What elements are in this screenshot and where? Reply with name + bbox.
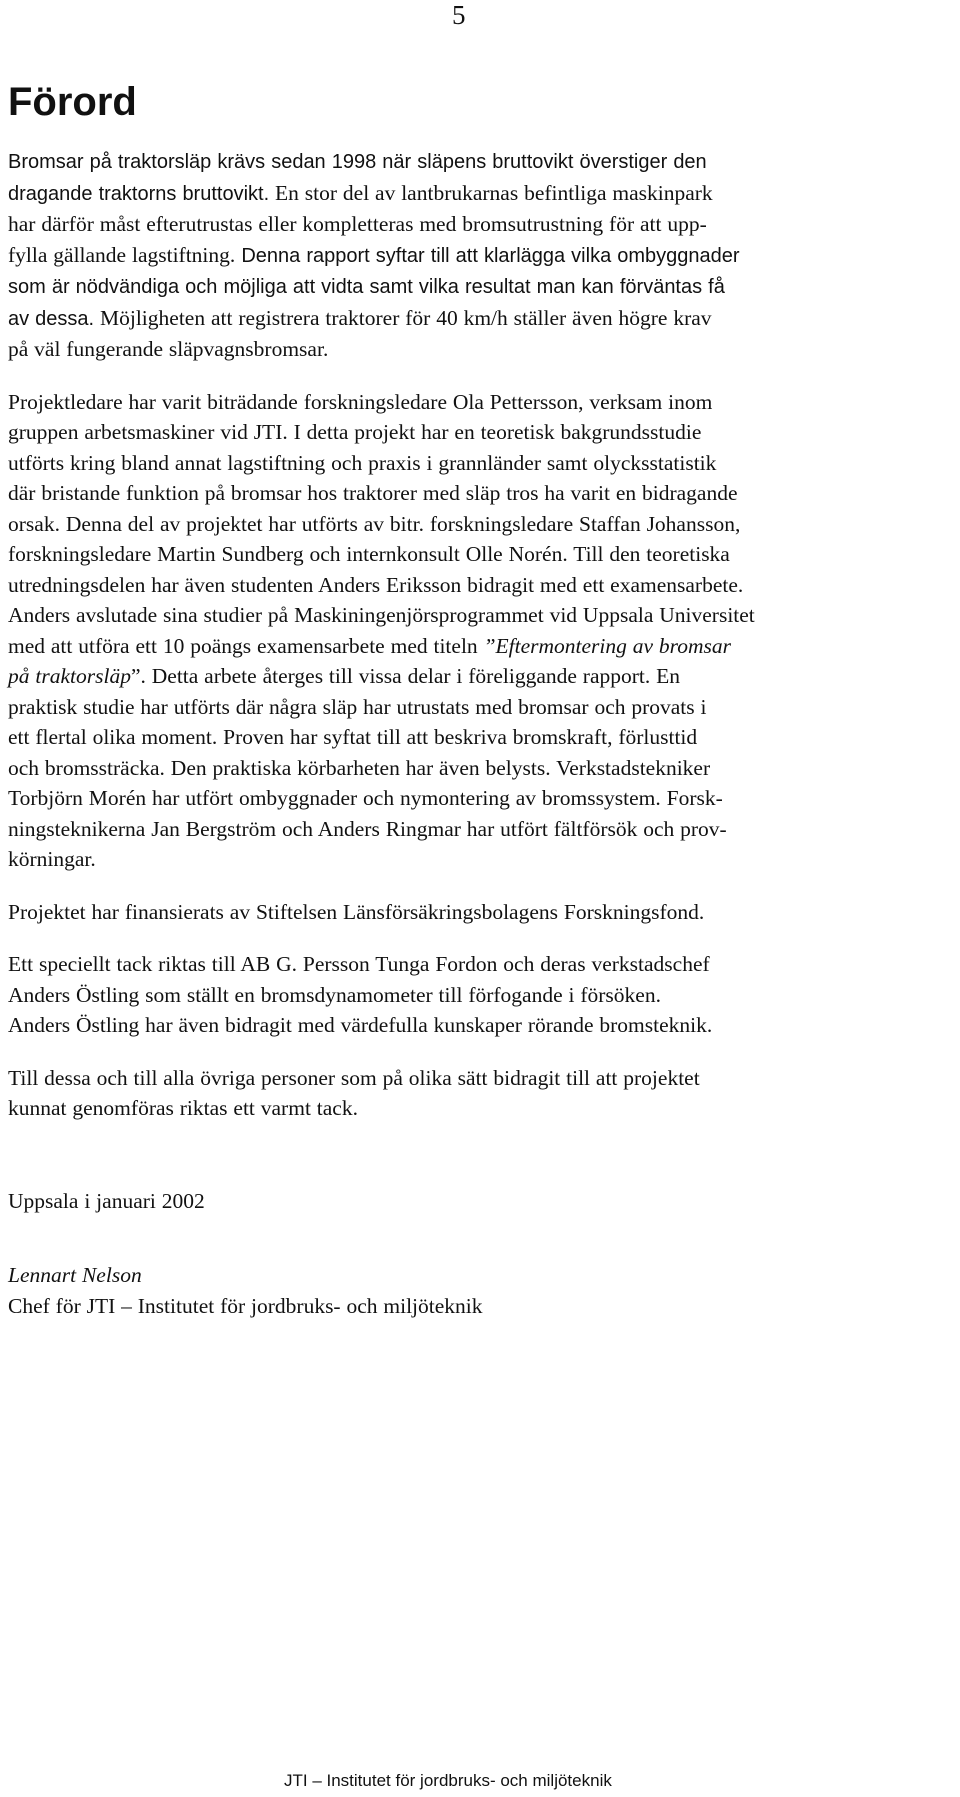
paragraph-intro [8,146,953,365]
project-line-8: Anders avslutade sina studier på Maskiningenjörsprogrammet vid Uppsala Universitet [8,603,755,627]
intro-line-6b: Möjligheten att registrera traktorer för 40 km/h ställer även högre krav [94,305,712,330]
page-title: Förord [8,80,137,124]
project-line-6: forskningsledare Martin Sundberg och internkonsult Olle Norén. Till den teoretiska [8,542,730,566]
thesis-title-part-2: på traktorsläp [8,664,131,688]
signature-title: Chef för JTI – Institutet för jordbruks- och miljöteknik [8,1293,483,1318]
project-line-7: utredningsdelen har även studenten Anders Eriksson bidragit med ett examensarbete. [8,572,744,597]
paragraph-funding: Projektet har finansierats av Stiftelsen Länsförsäkringsbolagens Forskningsfond. [8,899,705,924]
intro-line-2b: En stor del av lantbrukarnas befintliga maskinpark [269,180,713,205]
project-line-13: och bromssträcka. Den praktiska körbarheten har även belysts. Verkstadstekniker [8,755,711,780]
intro-line-3: har därför måst efterutrustas eller kompletteras med bromsutrustning för att upp- [8,212,707,236]
intro-line-7: på väl fungerande släpvagnsbromsar. [8,337,329,361]
project-line-14: Torbjörn Morén har utfört ombyggnader och nymontering av bromssystem. Forsk- [8,786,723,810]
paragraph-project [8,387,953,875]
thanks-line-1: Ett speciellt tack riktas till AB G. Persson Tunga Fordon och deras verkstadschef [8,952,710,976]
project-line-12: ett flertal olika moment. Proven har syftat till att beskriva bromskraft, förlusttid [8,725,698,749]
intro-line-4a: fylla gällande lagstiftning. [8,242,236,267]
document-body [8,146,953,1321]
closing-line-2: kunnat genomföras riktas ett varmt tack. [8,1096,358,1120]
page-number: 5 [452,0,466,30]
signature-name: Lennart Nelson [8,1263,142,1287]
project-line-2: gruppen arbetsmaskiner vid JTI. I detta projekt har en teoretisk bakgrundsstudie [8,420,702,444]
intro-line-4b: Denna rapport syftar till att klarlägga vilka ombyggnader [235,244,740,267]
project-line-11: praktisk studie har utförts där några släp har utrustats med bromsar och provats i [8,694,707,719]
paragraph-thanks [8,949,953,1041]
page-footer: JTI – Institutet för jordbruks- och miljöteknik [284,1771,612,1790]
closing-line-1: Till dessa och till alla övriga personer som på olika sätt bidragit till att projektet [8,1065,700,1090]
place-date: Uppsala i januari 2002 [8,1188,205,1213]
project-line-5: orsak. Denna del av projektet har utförts av bitr. forskningsledare Staffan Johansson, [8,511,741,536]
paragraph-closing [8,1063,953,1124]
intro-line-1: Bromsar på traktorsläp krävs sedan 1998 när släpens bruttovikt överstiger den [8,151,707,173]
signature-block [8,1260,953,1321]
project-line-10b: ”. Detta arbete återges till vissa delar i föreliggande rapport. En [130,664,681,688]
intro-line-2a: dragande traktorns bruttovikt. [8,182,270,205]
thanks-line-3: Anders Östling har även bidragit med värdefulla kunskaper rörande bromsteknik. [8,1013,713,1037]
project-line-9a: med att utföra ett 10 poängs examensarbete med titeln [8,633,484,658]
intro-line-6a: av dessa. [8,307,95,330]
thesis-title-part-1: ”Eftermontering av bromsar [483,633,732,658]
project-line-1: Projektledare har varit biträdande forskningsledare Ola Pettersson, verksam inom [8,389,713,414]
project-line-15: ningsteknikerna Jan Bergström och Anders Ringmar har utfört fältförsök och prov- [8,816,727,841]
intro-line-5: som är nödvändiga och möjliga att vidta samt vilka resultat man kan förväntas få [8,276,725,298]
project-line-4: där bristande funktion på bromsar hos traktorer med släp tros ha varit en bidragande [8,481,738,505]
thanks-line-2: Anders Östling som ställt en bromsdynamometer till förfogande i försöken. [8,982,661,1007]
project-line-16: körningar. [8,847,96,871]
project-line-3: utförts kring bland annat lagstiftning och praxis i grannländer samt olycksstatistik [8,450,717,475]
